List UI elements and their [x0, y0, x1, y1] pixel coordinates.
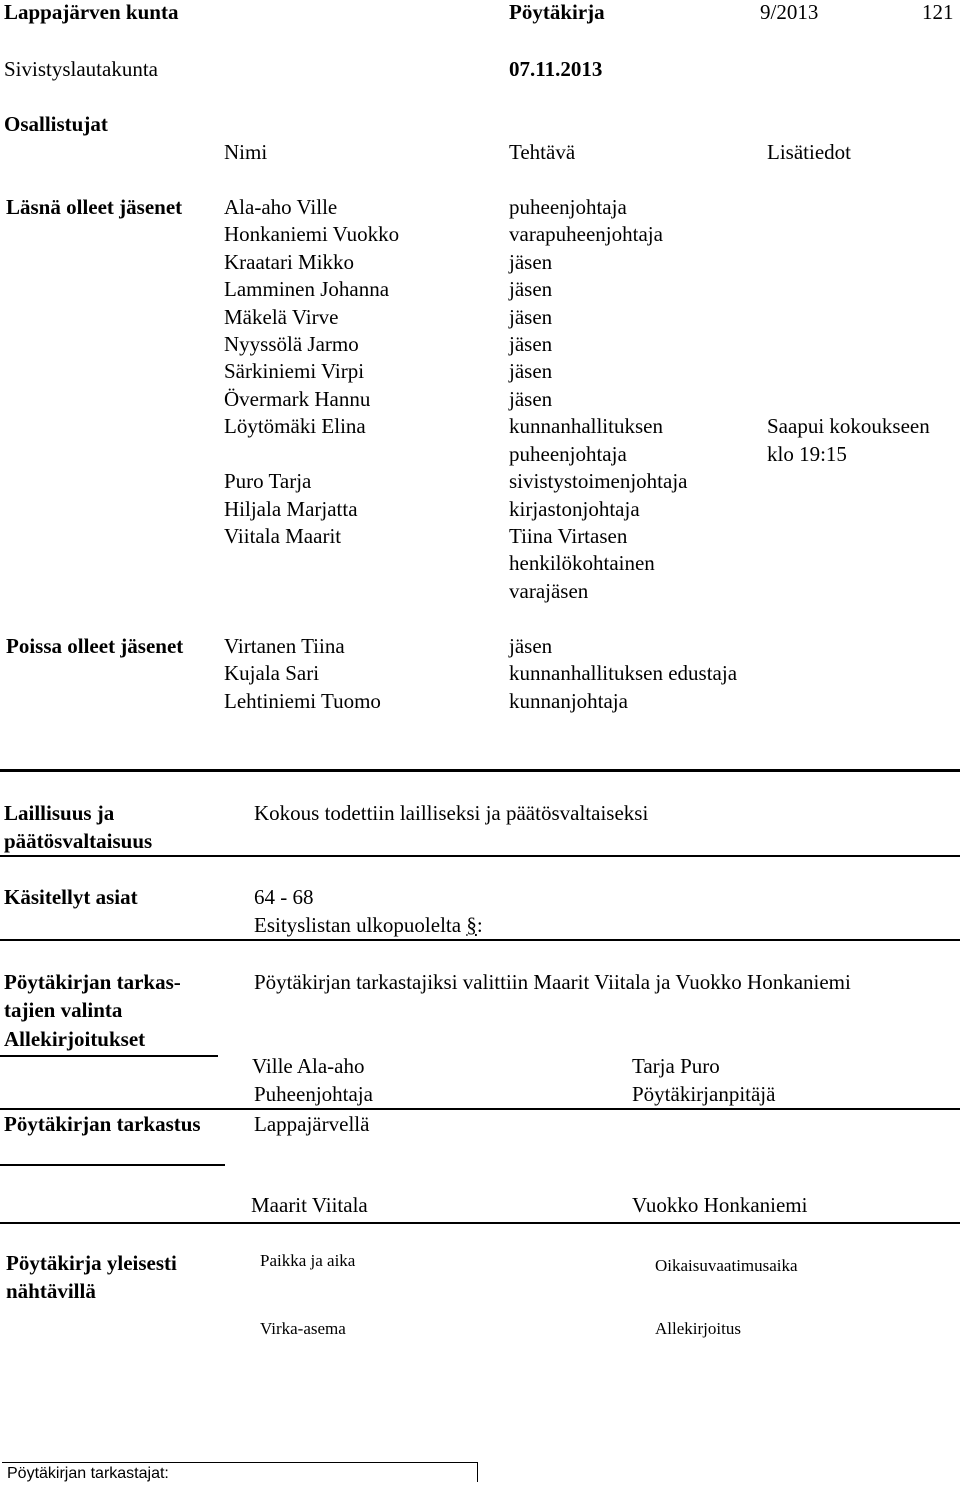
column-header-role: Tehtävä — [509, 140, 576, 164]
document-number: 9/2013 — [760, 0, 819, 24]
reviewers-initials-label: Pöytäkirjan tarkastajat: — [7, 1465, 169, 1482]
present-name: Viitala Maarit — [224, 524, 342, 548]
present-name: Hiljala Marjatta — [224, 497, 358, 521]
section-divider — [0, 1108, 960, 1110]
secretary-title: Pöytäkirjanpitäjä — [632, 1082, 776, 1106]
correction-period-field-label: Oikaisuvaatimusaika — [655, 1256, 798, 1275]
present-role-continued: varajäsen — [509, 579, 589, 603]
present-name: Övermark Hannu — [224, 387, 371, 411]
document-type: Pöytäkirja — [509, 0, 605, 24]
absent-name: Lehtiniemi Tuomo — [224, 689, 381, 713]
participants-title: Osallistujat — [4, 112, 108, 136]
section-divider — [0, 855, 960, 857]
reviewers-selection-text: Pöytäkirjan tarkastajiksi valittiin Maarit Viitala ja Vuokko Honkaniemi — [254, 970, 851, 994]
handled-items-colon: : — [476, 913, 483, 937]
present-role: varapuheenjohtaja — [509, 222, 663, 246]
present-role: puheenjohtaja — [509, 195, 627, 219]
signatures-label: Allekirjoitukset — [4, 1027, 146, 1051]
present-extra-info: Saapui kokoukseen — [767, 414, 930, 438]
absent-role: kunnanjohtaja — [509, 689, 628, 713]
place-and-time-field-label: Paikka ja aika — [260, 1251, 356, 1270]
absent-role: jäsen — [509, 634, 553, 658]
present-role-continued: henkilökohtainen — [509, 551, 655, 575]
municipality-name: Lappajärven kunta — [4, 0, 179, 24]
chair-name: Ville Ala-aho — [252, 1054, 365, 1078]
present-name: Honkaniemi Vuokko — [224, 222, 400, 246]
column-header-name: Nimi — [224, 140, 268, 164]
absent-members-label: Poissa olleet jäsenet — [6, 634, 184, 658]
present-name: Nyyssölä Jarmo — [224, 332, 359, 356]
present-extra-info-continued: klo 19:15 — [767, 442, 847, 466]
present-name: Ala-aho Ville — [224, 195, 338, 219]
reviewers-selection-label: Pöytäkirjan tarkas- — [4, 970, 181, 994]
section-divider — [0, 939, 960, 941]
present-role: kirjastonjohtaja — [509, 497, 640, 521]
reviewer-1-name: Maarit Viitala — [251, 1193, 368, 1217]
public-display-label: Pöytäkirja yleisesti — [6, 1251, 177, 1275]
column-header-extra: Lisätiedot — [767, 140, 851, 164]
chair-title: Puheenjohtaja — [254, 1082, 373, 1106]
present-name: Särkiniemi Virpi — [224, 359, 365, 383]
page-number: 121 — [922, 0, 954, 24]
section-divider — [0, 1222, 960, 1224]
reviewers-selection-label-continued: tajien valinta — [4, 998, 123, 1022]
section-divider — [0, 769, 960, 772]
present-name: Kraatari Mikko — [224, 250, 355, 274]
present-role: jäsen — [509, 250, 553, 274]
board-name: Sivistyslautakunta — [4, 57, 158, 81]
present-role: jäsen — [509, 387, 553, 411]
review-place: Lappajärvellä — [254, 1112, 370, 1136]
absent-name: Virtanen Tiina — [224, 634, 345, 658]
present-role: jäsen — [509, 305, 553, 329]
present-role: kunnanhallituksen — [509, 414, 663, 438]
present-name: Lamminen Johanna — [224, 277, 390, 301]
reviewer-2-name: Vuokko Honkaniemi — [632, 1193, 808, 1217]
present-name: Löytömäki Elina — [224, 414, 366, 438]
section-divider-short — [0, 1055, 218, 1057]
present-role: Tiina Virtasen — [509, 524, 628, 548]
meeting-date: 07.11.2013 — [509, 57, 603, 81]
present-role: sivistystoimenjohtaja — [509, 469, 688, 493]
secretary-name: Tarja Puro — [632, 1054, 720, 1078]
legality-text: Kokous todettiin lailliseksi ja päätösvaltaiseksi — [254, 801, 649, 825]
present-role-continued: puheenjohtaja — [509, 442, 627, 466]
position-field-label: Virka-asema — [260, 1319, 346, 1338]
handled-items-extra-text: Esityslistan ulkopuolelta — [254, 913, 462, 937]
reviewers-initials-box — [2, 1462, 478, 1482]
present-role: jäsen — [509, 332, 553, 356]
signature-field-label: Allekirjoitus — [655, 1319, 741, 1338]
handled-items-section-mark: § — [466, 913, 477, 937]
handled-items-label: Käsitellyt asiat — [4, 885, 138, 909]
handled-items-extra — [254, 912, 483, 939]
present-members-label: Läsnä olleet jäsenet — [6, 195, 183, 219]
present-name: Mäkelä Virve — [224, 305, 339, 329]
handled-items-range: 64 - 68 — [254, 885, 314, 909]
section-divider-short — [0, 1164, 225, 1166]
present-name: Puro Tarja — [224, 469, 312, 493]
present-role: jäsen — [509, 359, 553, 383]
absent-role: kunnanhallituksen edustaja — [509, 661, 738, 685]
absent-name: Kujala Sari — [224, 661, 320, 685]
public-display-label-continued: nähtävillä — [6, 1279, 96, 1303]
present-role: jäsen — [509, 277, 553, 301]
legality-label-continued: päätösvaltaisuus — [4, 829, 153, 853]
minutes-review-label: Pöytäkirjan tarkastus — [4, 1112, 201, 1136]
legality-label: Laillisuus ja — [4, 801, 115, 825]
